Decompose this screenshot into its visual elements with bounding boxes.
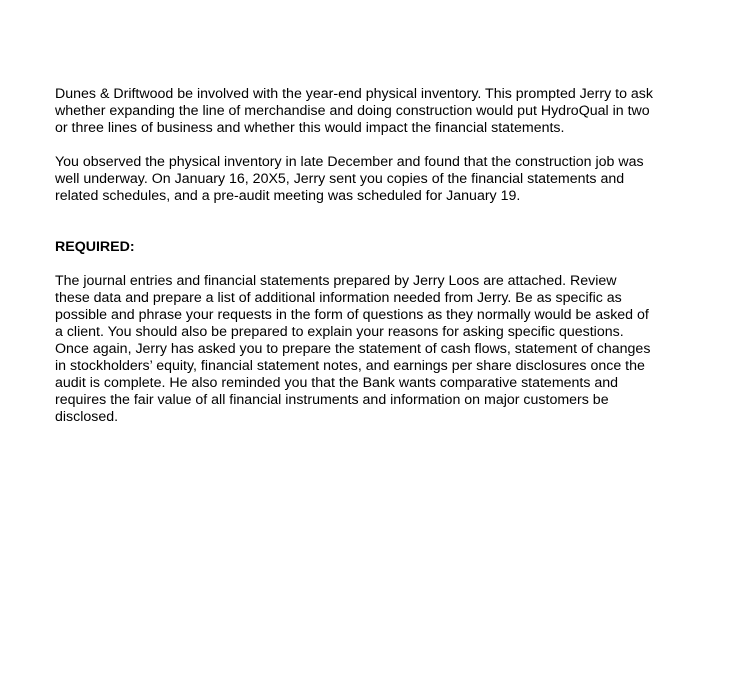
- document-page: [55, 86, 685, 426]
- required-heading: REQUIRED:: [55, 239, 135, 255]
- paragraph-requirements: The journal entries and financial statements prepared by Jerry Loos are attached. Review these data and prepare a list of additional information needed from Jerry. Be as specific as possible and phrase your requests in the form of questions as they normally would be asked of a client. You should also be prepared to explain your reasons for asking specific questions. Once again, Jerry has asked you to prepare the statement of cash flows, statement of changes in stockholders’ equity, financial statement notes, and earnings per share disclosures once the audit is complete. He also reminded you that the Bank wants comparative statements and requires the fair value of all financial instruments and information on major customers be disclosed.: [55, 273, 651, 425]
- paragraph-inventory: Dunes & Driftwood be involved with the year-end physical inventory. This prompted Jerry to ask whether expanding the line of merchandise and doing construction would put HydroQual in two or three lines of business and whether this would impact the financial statements.: [55, 86, 653, 136]
- paragraph-observation: You observed the physical inventory in late December and found that the construction job was well underway. On January 16, 20X5, Jerry sent you copies of the financial statements and related schedules, and a pre-audit meeting was scheduled for January 19.: [55, 154, 644, 204]
